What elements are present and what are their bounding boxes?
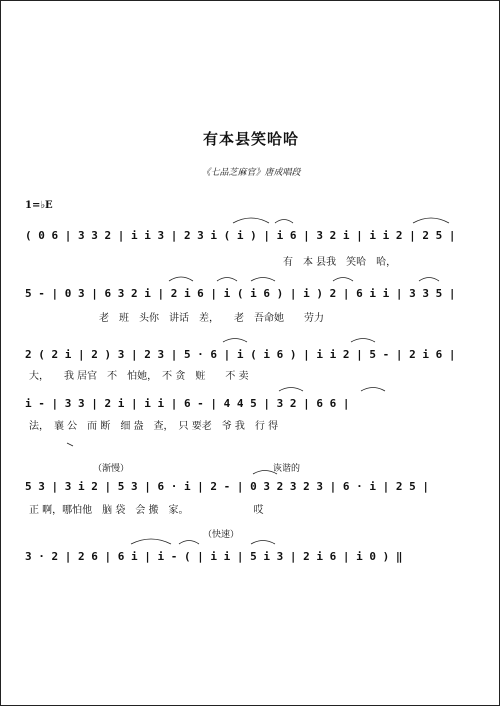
tempo-mark-fast: （快速） [203,530,240,540]
piece-title: 有本县笑哈哈 [202,130,299,148]
notation-line-3: 2 ( 2 i | 2 ) 3 | 2 3 | 5 · 6 | i ( i 6 ) | i i 2 | 5 - | 2 i 6 | [25,348,456,361]
piece-subtitle: 《七品芝麻官》唐成唱段 [201,168,301,178]
lyric-line-4: 法， 襄 公 而 断 细 盎 查， 只 要老 爷 我 行 得 [29,421,279,432]
notation-line-6: 3 · 2 | 2 6 | 6 i | i - ( | i i | 5 i 3 | 2 i 6 | i 0 ) ‖ [25,550,403,563]
lyric-line-2: 老 班 头你 讲话 差， 老 吾命她 劳力 [99,313,324,324]
lyric-line-1: 有 本 县我 笑哈 哈， [283,257,397,268]
notation-line-5: 5 3 | 3 i 2 | 5 3 | 6 · i | 2 - | 0 3 2 3 2 3 | 6 · i | 2 5 | [25,480,429,493]
notation-line-2: 5 - | 0 3 | 6 3 2 i | 2 i 6 | i ( i 6 ) | i ) 2 | 6 i i | 3 3 5 | [25,287,456,300]
slur-marks [1,1,500,707]
lyric-line-5: 正 啊，哪怕他 脑 袋 会 搬 家。 哎 [29,505,264,516]
lyric-line-3: 大， 我 居官 不 怕她， 不 贪 赃 不 卖 [29,371,249,382]
key-signature: 1=♭E [25,200,53,211]
notation-line-4: i - | 3 3 | 2 i | i i | 6 - | 4 4 5 | 3 2 | 6 6 | [25,397,350,410]
expression-mark-humorous: 诙谐的 [273,464,301,474]
tempo-mark-slowing: （渐慢） [93,464,130,474]
notation-line-1: ( 0 6 | 3 3 2 | i i 3 | 2 3 i ( i ) | i 6 | 3 2 i | i i 2 | 2 5 | [25,229,456,242]
